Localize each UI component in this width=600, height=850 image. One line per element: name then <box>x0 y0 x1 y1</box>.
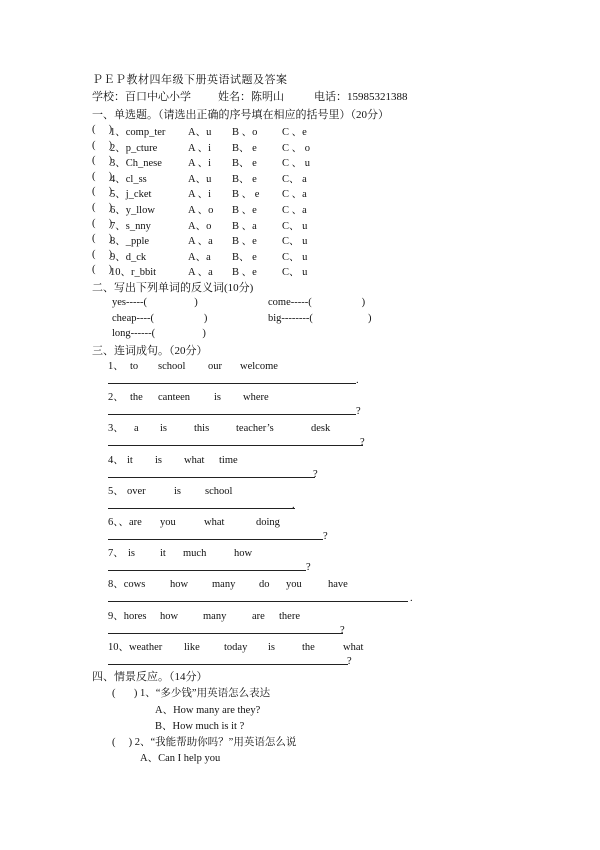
sentence-number: 1、 <box>108 361 124 372</box>
mcq-option-a: A、u <box>188 127 212 138</box>
sentence-end-punctuation: ? <box>323 531 328 542</box>
scrambled-word: to <box>130 361 139 372</box>
scrambled-word: you <box>160 517 176 528</box>
sentence-number: 8、cows <box>108 579 146 591</box>
phone-number: 电话：15985321388 <box>314 91 408 103</box>
mcq-option-b: B、 e <box>232 158 257 170</box>
mcq-option-b: B 、e <box>232 267 257 279</box>
scrambled-word: is <box>160 423 168 435</box>
scrambled-word: time <box>219 454 238 466</box>
mcq-word: 6、y_llow <box>110 205 155 216</box>
sentence-end-punctuation: . <box>292 499 295 511</box>
sentence-number: 9、hores <box>108 610 147 622</box>
mcq-option-a: A 、a <box>188 267 213 279</box>
antonym-cheap: cheap----( ) <box>112 313 208 324</box>
mcq-option-a: A 、a <box>188 236 213 248</box>
mcq-option-b: B、 e <box>232 142 257 154</box>
answer-blank[interactable]: ( ) <box>92 264 113 276</box>
scrambled-word: teacher’s <box>236 423 274 435</box>
mcq-word: 8、_pple <box>110 236 150 248</box>
answer-blank[interactable]: ( ) <box>92 139 113 151</box>
answer-blank[interactable]: ( ) <box>92 124 113 135</box>
mcq-option-a: A 、i <box>188 158 212 170</box>
antonym-yes: yes-----( ) <box>112 297 198 308</box>
mcq-word: 2、p_cture <box>110 142 158 154</box>
situation-q1-option-b: B、How much is it ? <box>155 721 245 732</box>
sentence-number: 5、 <box>108 485 124 497</box>
scrambled-word: the <box>302 641 315 653</box>
answer-line[interactable] <box>108 664 348 665</box>
mcq-option-b: B 、e <box>232 205 257 216</box>
scrambled-word: the <box>130 392 143 404</box>
scrambled-word: have <box>328 579 348 591</box>
antonym-come: come-----( ) <box>268 297 366 308</box>
school-label: 学校：百口中心小学 <box>92 91 191 103</box>
mcq-option-c: C、 u <box>282 236 308 248</box>
mcq-word: 3、Ch_nese <box>110 158 162 170</box>
scrambled-word: are <box>252 610 265 622</box>
scrambled-word: what <box>184 454 205 466</box>
scrambled-word: is <box>128 548 136 560</box>
sentence-end-punctuation: . <box>356 375 359 386</box>
answer-blank[interactable]: ( ) <box>92 248 113 260</box>
mcq-option-c: C、 a <box>282 173 307 185</box>
answer-line[interactable] <box>108 601 408 602</box>
scrambled-word: is <box>268 641 276 653</box>
scrambled-word: is <box>214 392 222 404</box>
mcq-option-c: C 、e <box>282 127 307 138</box>
scrambled-word: this <box>194 423 210 435</box>
section3-heading: 三、连词成句。（20分） <box>92 345 208 357</box>
sentence-end-punctuation: ? <box>306 562 311 574</box>
scrambled-word: desk <box>311 423 331 435</box>
sentence-end-punctuation: ? <box>356 406 361 418</box>
sentence-number: 2、 <box>108 392 124 404</box>
scrambled-word: is <box>174 485 182 497</box>
scrambled-word: today <box>224 641 248 653</box>
scrambled-word: many <box>203 610 227 622</box>
mcq-word: 1、comp_ter <box>110 127 166 138</box>
sentence-end-punctuation: ? <box>347 655 352 667</box>
scrambled-word: how <box>234 548 253 560</box>
mcq-option-c: C 、 o <box>282 142 311 154</box>
scrambled-word: like <box>184 641 200 653</box>
mcq-word: 9、d_ck <box>110 251 147 263</box>
scrambled-word: it <box>127 454 133 466</box>
mcq-word: 4、cl_ss <box>110 173 147 185</box>
antonym-long: long------( ) <box>112 328 206 339</box>
scrambled-word: it <box>160 548 166 560</box>
situation-q1: ( ) 1、“多少钱”用英语怎么表达 <box>112 688 271 699</box>
scrambled-word: doing <box>256 517 280 528</box>
sentence-number: 6、、are <box>108 517 142 528</box>
sentence-number: 3、 <box>108 423 124 435</box>
scrambled-word: school <box>158 361 186 372</box>
situation-q2: ( ) 2、“我能帮助你吗？”用英语怎么说 <box>112 737 297 748</box>
mcq-option-b: B、 e <box>232 173 257 185</box>
antonym-big: big--------( ) <box>268 313 372 324</box>
scrambled-word: school <box>205 485 233 497</box>
mcq-option-c: C 、a <box>282 205 307 216</box>
mcq-option-c: C 、a <box>282 189 307 201</box>
mcq-option-a: A 、i <box>188 142 212 154</box>
answer-line[interactable] <box>108 570 306 571</box>
mcq-option-c: C、 u <box>282 220 308 232</box>
scrambled-word: what <box>204 517 225 528</box>
scrambled-word: a <box>134 423 139 435</box>
scrambled-word: where <box>243 392 269 404</box>
answer-line[interactable] <box>108 633 343 634</box>
answer-line[interactable] <box>108 445 363 446</box>
mcq-option-b: B 、e <box>232 236 257 248</box>
mcq-option-c: C、 u <box>282 251 308 263</box>
section2-heading: 二、写出下列单词的反义词(10分) <box>92 282 254 294</box>
mcq-word: 10、r_bbit <box>110 267 157 279</box>
answer-blank[interactable]: ( ) <box>92 155 113 167</box>
sentence-end-punctuation: ? <box>340 624 345 636</box>
scrambled-word: much <box>183 548 207 560</box>
scrambled-word: over <box>127 485 146 497</box>
answer-line[interactable] <box>108 477 315 478</box>
scrambled-word: canteen <box>158 392 191 404</box>
answer-blank[interactable]: ( ) <box>92 217 113 229</box>
teacher-name: 姓名：陈明山 <box>218 91 284 103</box>
mcq-option-b: B 、o <box>232 127 258 138</box>
answer-line[interactable] <box>108 508 295 509</box>
page-title: ＰＥＰ教材四年级下册英语试题及答案 <box>92 74 288 86</box>
situation-q1-option-a: A、How many are they? <box>155 705 261 716</box>
sentence-end-punctuation: ? <box>360 437 365 449</box>
scrambled-word: there <box>279 610 300 622</box>
section1-heading: 一、单选题。（请选出正确的序号填在相应的括号里）（20分） <box>92 109 389 121</box>
scrambled-word: how <box>170 579 189 591</box>
mcq-option-a: A、u <box>188 173 212 185</box>
scrambled-word: welcome <box>240 361 278 372</box>
mcq-word: 7、s_nny <box>110 220 151 232</box>
scrambled-word: what <box>343 641 364 653</box>
scrambled-word: do <box>259 579 270 591</box>
mcq-option-c: C、 u <box>282 267 308 279</box>
mcq-option-a: A、a <box>188 251 211 263</box>
mcq-word: 5、j_cket <box>110 189 152 201</box>
section4-heading: 四、情景反应。（14分） <box>92 671 208 683</box>
mcq-option-b: B 、 e <box>232 189 260 201</box>
scrambled-word: our <box>208 361 222 372</box>
answer-line[interactable] <box>108 414 356 415</box>
mcq-option-c: C 、 u <box>282 158 311 170</box>
sentence-number: 4、 <box>108 454 124 466</box>
situation-q2-option-a: A、Can I help you <box>140 753 221 764</box>
sentence-number: 7、 <box>108 548 124 560</box>
answer-blank[interactable]: ( ) <box>92 233 113 245</box>
mcq-option-a: A 、i <box>188 189 212 201</box>
answer-line[interactable] <box>108 539 323 540</box>
scrambled-word: is <box>155 454 163 466</box>
sentence-end-punctuation: ? <box>313 468 318 480</box>
answer-line[interactable] <box>108 383 356 384</box>
answer-blank[interactable]: ( ) <box>92 186 113 198</box>
sentence-number: 10、weather <box>108 641 163 653</box>
scrambled-word: many <box>212 579 236 591</box>
answer-blank[interactable]: ( ) <box>92 170 113 182</box>
mcq-option-b: B 、a <box>232 220 257 232</box>
mcq-option-b: B、 e <box>232 251 257 263</box>
scrambled-word: how <box>160 610 179 622</box>
scrambled-word: you <box>286 579 302 591</box>
answer-blank[interactable]: ( ) <box>92 202 113 213</box>
mcq-option-a: A 、o <box>188 205 214 216</box>
mcq-option-a: A、o <box>188 220 212 232</box>
sentence-end-punctuation: . <box>410 593 413 605</box>
